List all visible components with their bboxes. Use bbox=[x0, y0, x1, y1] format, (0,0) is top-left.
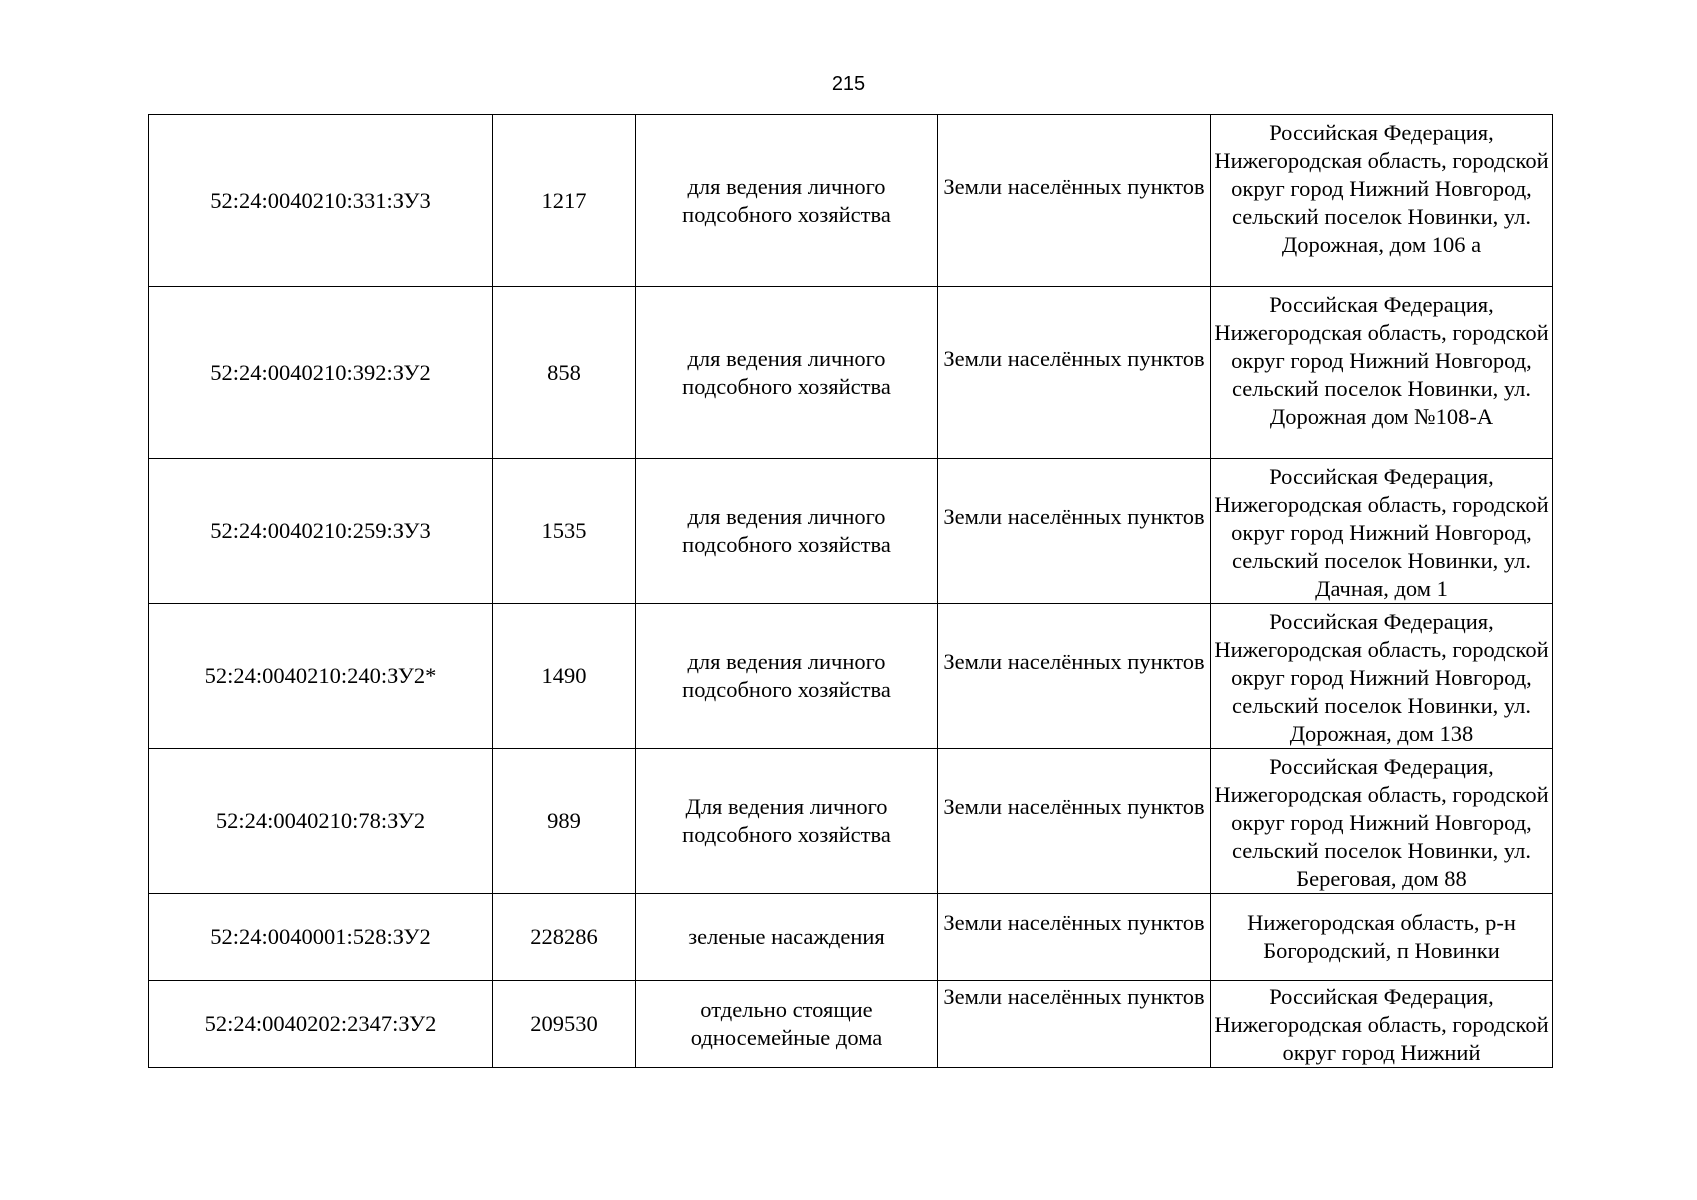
cadastral-number-cell: 52:24:0040210:78:ЗУ2 bbox=[149, 749, 493, 894]
area-cell: 858 bbox=[493, 287, 636, 459]
address-cell bbox=[1211, 981, 1553, 1068]
address-text: Российская Федерация, Нижегородская область, городской округ город Нижний bbox=[1214, 984, 1549, 1065]
permitted-use-text: для ведения личного подсобного хозяйства bbox=[682, 345, 891, 399]
address-cell bbox=[1211, 604, 1553, 749]
land-category-text: Земли населённых пунктов bbox=[943, 345, 1205, 371]
address-cell bbox=[1211, 459, 1553, 604]
cadastral-number-cell: 52:24:0040210:240:ЗУ2* bbox=[149, 604, 493, 749]
permitted-use-cell bbox=[636, 981, 938, 1068]
cadastral-number-cell: 52:24:0040210:331:ЗУ3 bbox=[149, 115, 493, 287]
table-row bbox=[149, 894, 1553, 981]
land-plots-table bbox=[148, 114, 1553, 1068]
address-cell bbox=[1211, 749, 1553, 894]
permitted-use-text: отдельно стоящие односемейные дома bbox=[690, 997, 883, 1050]
table-row bbox=[149, 604, 1553, 749]
area-cell: 1490 bbox=[493, 604, 636, 749]
address-text: Российская Федерация, Нижегородская область, городской округ город Нижний Новгород, сельский поселок Новинки, ул. Дачная, дом 1 bbox=[1214, 464, 1549, 601]
cadastral-number-cell: 52:24:0040001:528:ЗУ2 bbox=[149, 894, 493, 981]
cadastral-number-cell: 52:24:0040202:2347:ЗУ2 bbox=[149, 981, 493, 1068]
land-category-text: Земли населённых пунктов bbox=[943, 649, 1205, 674]
land-category-text: Земли населённых пунктов bbox=[943, 910, 1205, 935]
land-category-cell bbox=[938, 459, 1211, 604]
permitted-use-cell bbox=[636, 604, 938, 749]
permitted-use-cell bbox=[636, 115, 938, 287]
permitted-use-cell bbox=[636, 894, 938, 981]
area-cell: 1535 bbox=[493, 459, 636, 604]
address-text: Нижегородская область, р-н Богородский, п Новинки bbox=[1247, 910, 1516, 963]
page-number: 215 bbox=[831, 73, 866, 95]
address-cell bbox=[1211, 894, 1553, 981]
address-text: Российская Федерация, Нижегородская область, городской округ город Нижний Новгород, сельский поселок Новинки, ул. Дорожная дом №108-А bbox=[1214, 292, 1549, 429]
land-category-text: Земли населённых пунктов bbox=[943, 794, 1205, 819]
land-category-cell bbox=[938, 115, 1211, 287]
cadastral-number-cell: 52:24:0040210:392:ЗУ2 bbox=[149, 287, 493, 459]
permitted-use-cell bbox=[636, 459, 938, 604]
area-cell: 1217 bbox=[493, 115, 636, 287]
table-row bbox=[149, 981, 1553, 1068]
address-text: Российская Федерация, Нижегородская область, городской округ город Нижний Новгород, сельский поселок Новинки, ул. Дорожная, дом 106 а bbox=[1214, 120, 1549, 257]
permitted-use-cell bbox=[636, 749, 938, 894]
land-category-cell bbox=[938, 749, 1211, 894]
permitted-use-text: зеленые насаждения bbox=[688, 924, 885, 949]
permitted-use-cell bbox=[636, 287, 938, 459]
land-category-cell bbox=[938, 981, 1211, 1068]
permitted-use-text: для ведения личного подсобного хозяйства bbox=[682, 649, 891, 702]
table-row bbox=[149, 115, 1553, 287]
land-category-cell bbox=[938, 604, 1211, 749]
table-row bbox=[149, 459, 1553, 604]
table-row bbox=[149, 749, 1553, 894]
area-cell: 228286 bbox=[493, 894, 636, 981]
area-cell: 989 bbox=[493, 749, 636, 894]
land-category-cell bbox=[938, 894, 1211, 981]
land-category-cell bbox=[938, 287, 1211, 459]
address-text: Российская Федерация, Нижегородская область, городской округ город Нижний Новгород, сельский поселок Новинки, ул. Дорожная, дом 138 bbox=[1214, 609, 1549, 746]
address-cell bbox=[1211, 287, 1553, 459]
table-row bbox=[149, 287, 1553, 459]
area-cell: 209530 bbox=[493, 981, 636, 1068]
land-category-text: Земли населённых пунктов bbox=[943, 984, 1205, 1009]
permitted-use-text: Для ведения личного подсобного хозяйства bbox=[682, 794, 891, 847]
permitted-use-text: для ведения личного подсобного хозяйства bbox=[682, 173, 891, 227]
address-text: Российская Федерация, Нижегородская область, городской округ город Нижний Новгород, сельский поселок Новинки, ул. Береговая, дом 88 bbox=[1214, 754, 1549, 891]
land-category-text: Земли населённых пунктов bbox=[943, 504, 1205, 529]
land-category-text: Земли населённых пунктов bbox=[943, 173, 1205, 199]
cadastral-number-cell: 52:24:0040210:259:ЗУ3 bbox=[149, 459, 493, 604]
permitted-use-text: для ведения личного подсобного хозяйства bbox=[682, 504, 891, 557]
address-cell bbox=[1211, 115, 1553, 287]
